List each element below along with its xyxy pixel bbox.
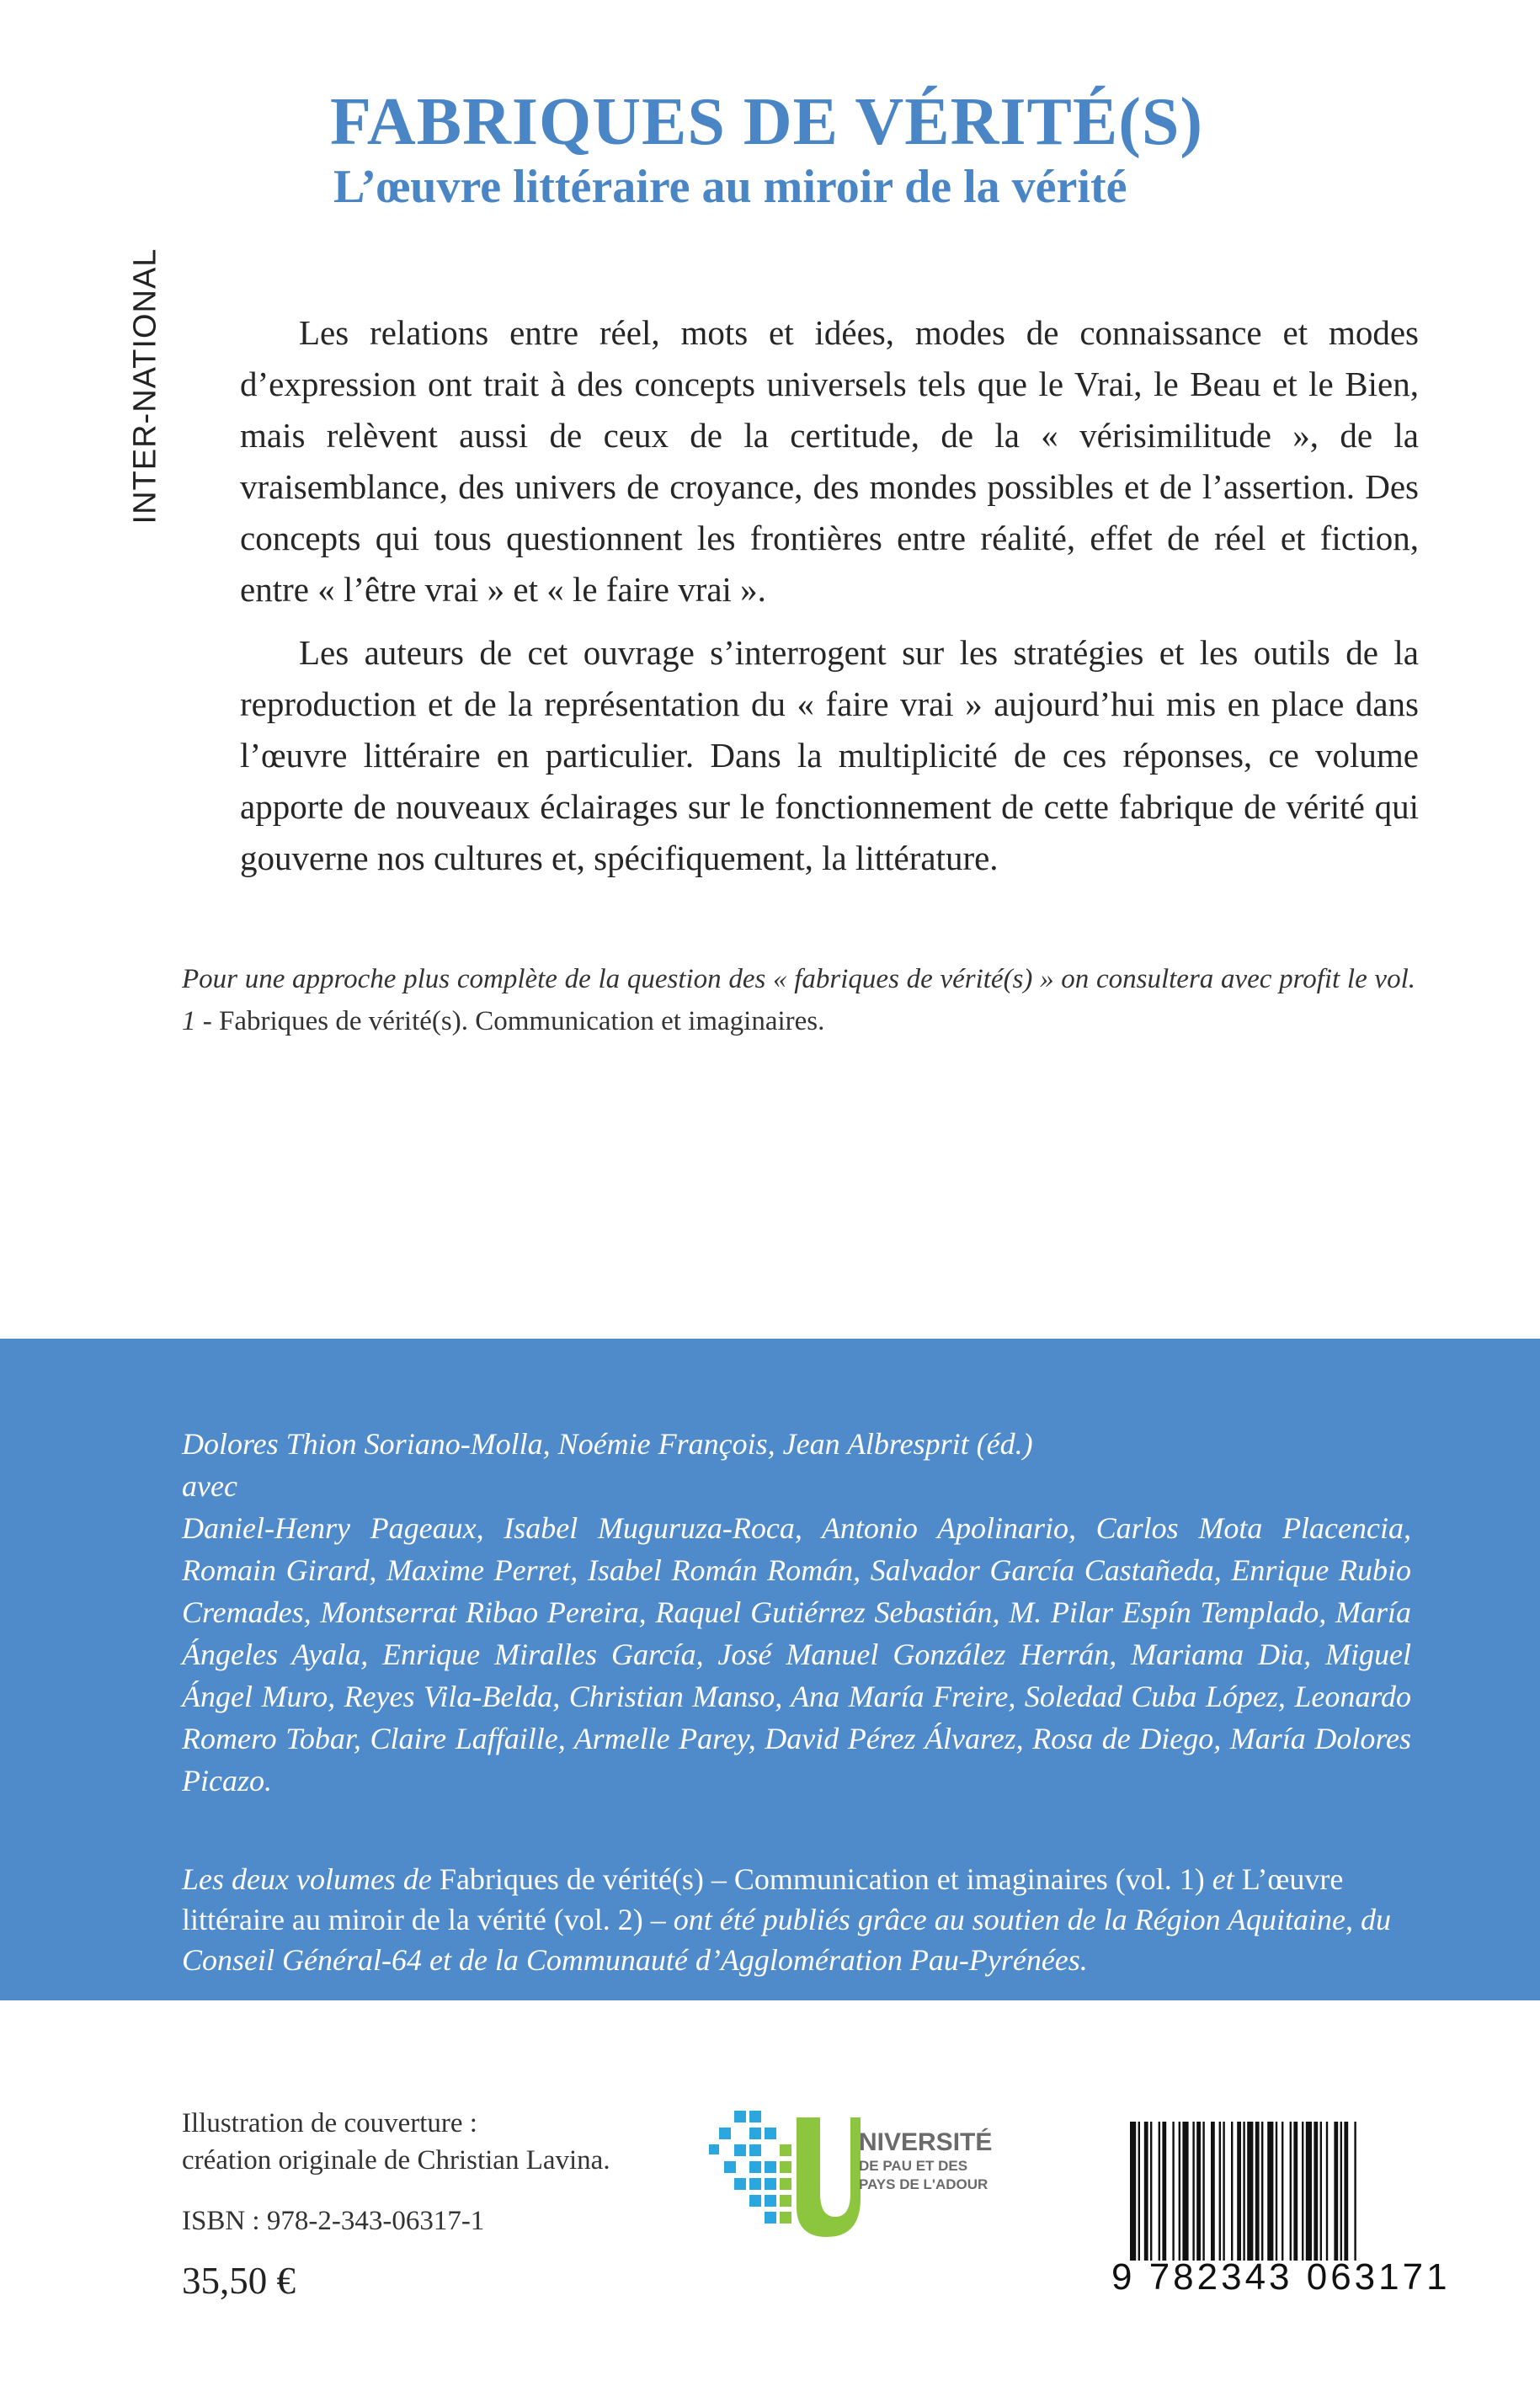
price: 35,50 € xyxy=(182,2260,296,2302)
volume-note xyxy=(182,958,1415,1042)
note-roman: Fabriques de vérité(s). Communication et imaginaires. xyxy=(219,1006,825,1036)
isbn: ISBN : 978-2-343-06317-1 xyxy=(182,2206,485,2236)
university-name-line-2: PAYS DE L'ADOUR xyxy=(859,2176,988,2192)
barcode-icon xyxy=(1127,2122,1430,2265)
note-italic: Pour une approche plus complète de la question des « fabriques de vérité(s) » on consultera avec profit le vol. 1 - xyxy=(182,964,1415,1036)
series-label xyxy=(125,234,167,537)
credit-line-1: Illustration de couverture : xyxy=(182,2108,477,2138)
blurb xyxy=(240,307,1419,896)
university-name-line-1: DE PAU ET DES xyxy=(859,2158,968,2174)
funding-part-4: L’œuvre littéraire au miroir de la vérité (vol. 2) xyxy=(182,1862,1344,1936)
cover-credit xyxy=(182,2105,704,2179)
funding-part-5: – ont été publiés grâce au soutien de la Région Aquitaine, du Conseil Général-64 et de la Communauté d’Agglomération Pau-Pyrénées. xyxy=(182,1903,1391,1977)
blurb-paragraph-2: Les auteurs de cet ouvrage s’interrogent sur les stratégies et les outils de la reproduction et de la représentation du « faire vrai » aujourd’hui mis en place dans l’œuvre littéraire en particulier. Dans la multiplicité de ces réponses, ce volume apporte de nouveaux éclairages sur le fonctionnement de cette fabrique de vérité qui gouverne nos cultures et, spécifiquement, la littérature. xyxy=(240,633,1419,877)
contributors-list: Daniel-Henry Pageaux, Isabel Muguruza-Roca, Antonio Apolinario, Carlos Mota Placencia, Romain Girard, Maxime Perret, Isabel Román Román, Salvador García Castañeda, Enrique Rubio Cremades, Montserrat Ribao Pereira, Raquel Gutiérrez Sebastián, M. Pilar Espín Templado, María Ángeles Ayala, Enrique Miralles García, José Manuel González Herrán, Mariama Dia, Miguel Ángel Muro, Reyes Vila-Belda, Christian Manso, Ana María Freire, Soledad Cuba López, Leonardo Romero Tobar, Claire Laffaille, Armelle Parey, David Pérez Álvarez, Rosa de Diego, María Dolores Picazo. xyxy=(182,1511,1411,1797)
barcode-digits: 9 782343 063171 xyxy=(1111,2256,1451,2298)
funding-note xyxy=(182,1859,1411,1980)
blurb-paragraph-1: Les relations entre réel, mots et idées, modes de connaissance et modes d’expression ont trait à des concepts universels tels que le Vrai, le Beau et le Bien, mais relèvent aussi de ceux de la certitude, de la « vérisimilitude », de la vraisemblance, des univers de croyance, des mondes possibles et de l’assertion. Des concepts qui tous questionnent les frontières entre réalité, effet de réel et fiction, entre « l’être vrai » et « le faire vrai ». xyxy=(240,313,1419,609)
funding-part-2: Fabriques de vérité(s) – Communication et imaginaires (vol. 1) xyxy=(439,1862,1212,1896)
book-title: FABRIQUES DE VÉRITÉ(S) xyxy=(330,85,1204,159)
series-label-text: INTER-NATIONAL xyxy=(127,248,163,524)
contributors-block xyxy=(182,1423,1411,1802)
editors: Dolores Thion Soriano-Molla, Noémie François, Jean Albresprit (éd.) xyxy=(182,1427,1033,1461)
book-subtitle: L’œuvre littéraire au miroir de la vérité xyxy=(333,161,1127,213)
credit-line-2: création originale de Christian Lavina. xyxy=(182,2145,610,2176)
funding-part-1: Les deux volumes de xyxy=(182,1862,440,1896)
avec-label: avec xyxy=(182,1469,237,1503)
university-name-main: NIVERSITÉ xyxy=(859,2128,993,2156)
university-name xyxy=(859,2128,992,2194)
funding-part-3: et xyxy=(1212,1862,1242,1896)
